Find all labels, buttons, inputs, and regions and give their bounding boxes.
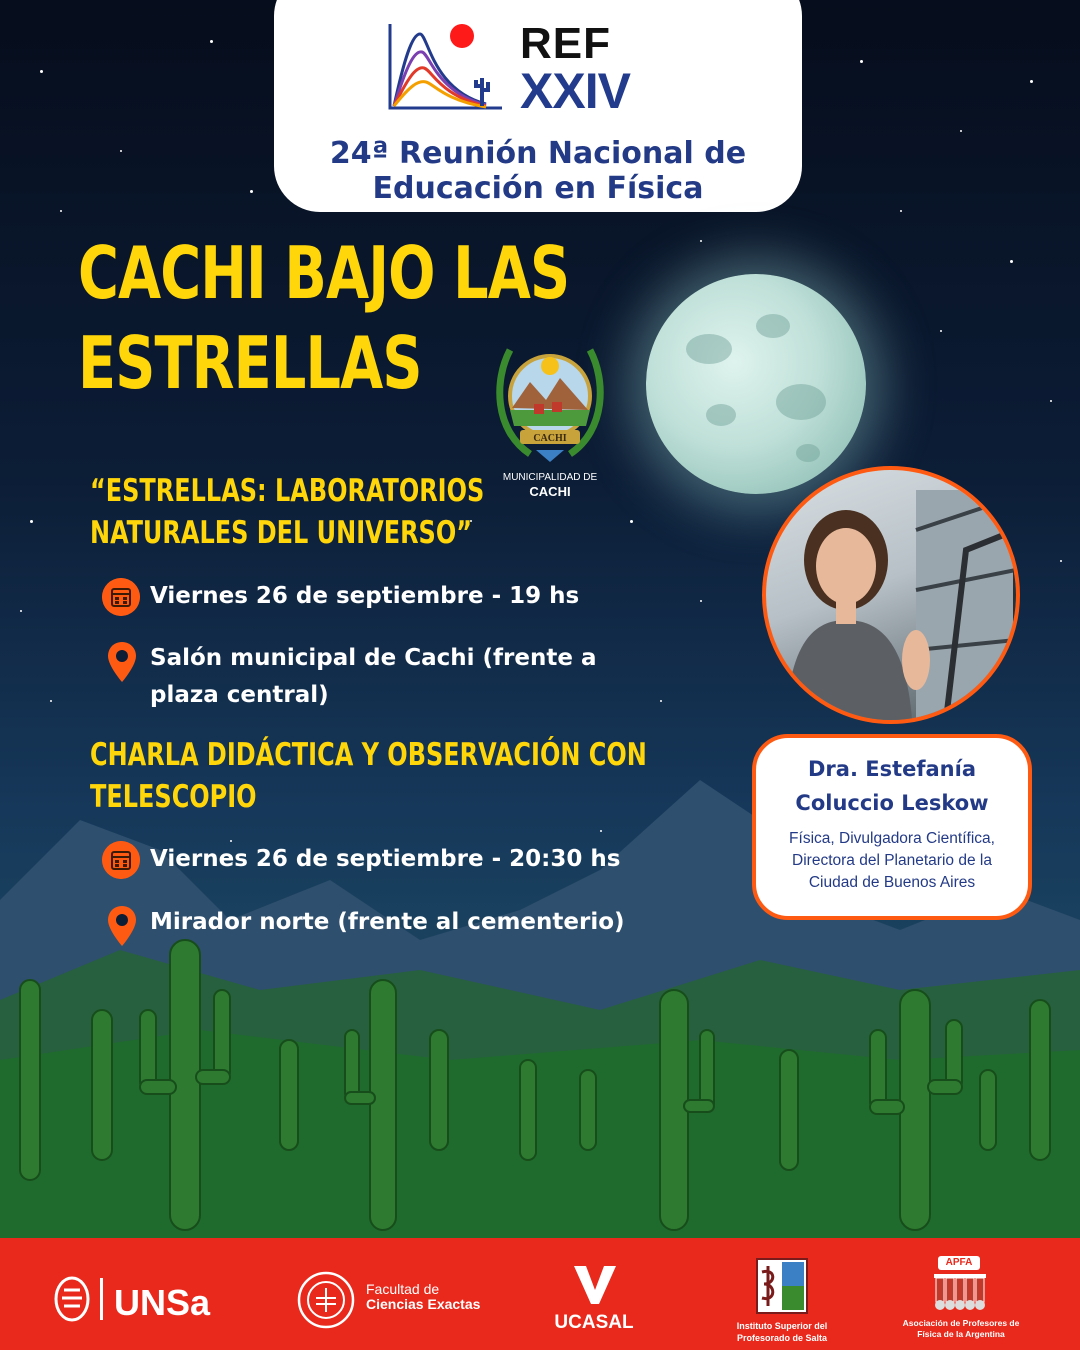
speaker-role-line2: Directora del Planetario de la [792,852,992,869]
crest-label: CACHI [533,433,567,444]
location-pin-icon [106,904,138,948]
talk-title-line2: NATURALES DEL UNIVERSO” [90,515,472,551]
event-title-line1: CACHI BAJO LAS [78,231,570,315]
ucasal-logo-text: UCASAL [554,1312,634,1333]
cachi-crest-icon [490,330,610,470]
speaker-name-line2: Coluccio Leskow [795,791,989,815]
ucasal-v-icon [572,1262,618,1306]
talk-place-line1: Salón municipal de Cachi (frente a [150,645,597,671]
observation-title-line1: CHARLA DIDÁCTICA Y OBSERVACIÓN CON [90,737,647,773]
observation-place: Mirador norte (frente al cementerio) [150,909,625,935]
talk-place-line2: plaza central) [150,682,329,708]
event-title-line2: ESTRELLAS [78,321,422,405]
calendar-icon [102,578,140,616]
talk-title [90,470,484,554]
facultad-logo-text [366,1282,480,1312]
calendar-icon [102,841,140,879]
ref-title: REF [520,19,611,68]
newton-cradle-icon [930,1272,990,1312]
observation-date: Viernes 26 de septiembre - 20:30 hs [150,846,621,872]
talk-date: Viernes 26 de septiembre - 19 hs [150,583,580,609]
speaker-role-line1: Física, Divulgadora Científica, [789,830,995,847]
instituto-line1: Instituto Superior del [736,1321,828,1331]
instituto-logo-text [722,1320,842,1344]
talk-place [150,640,596,714]
speaker-card [752,734,1032,920]
ref-curve-logo-icon [386,20,506,112]
speaker-name-line1: Dra. Estefanía [808,757,976,781]
apfa-badge-text: APFA [945,1257,973,1268]
municipality-name: CACHI [529,484,571,499]
apfa-logo-text [890,1318,1032,1340]
ref-edition-numeral: XXIV [520,63,630,119]
facultad-seal-icon [296,1270,356,1330]
facultad-line2: Ciencias Exactas [366,1296,481,1312]
header-card [274,0,802,212]
conference-title-line1: 24ª Reunión Nacional de [329,136,747,171]
speaker-portrait-icon [766,470,1016,720]
unsa-divider [100,1278,103,1320]
speaker-name [756,752,1028,820]
unsa-logo-text: UNSa [114,1282,211,1323]
speaker-role-line3: Ciudad de Buenos Aires [808,874,976,891]
municipality-label: MUNICIPALIDAD DE [502,472,598,483]
speaker-role [756,828,1028,894]
instituto-line2: Profesorado de Salta [736,1333,828,1343]
observation-title [90,734,647,818]
speaker-photo [762,466,1020,724]
instituto-crest-icon [756,1258,808,1314]
location-pin-icon [106,640,138,684]
conference-title-line2: Educación en Física [372,171,704,206]
facultad-line1: Facultad de [366,1281,440,1297]
sponsor-footer [0,1238,1080,1350]
apfa-line1: Asociación de Profesores de [902,1318,1020,1328]
full-moon [646,274,866,494]
unsa-seal-icon [54,1276,90,1322]
talk-title-line1: “ESTRELLAS: LABORATORIOS [90,473,485,509]
conference-title [274,136,802,206]
observation-title-line2: TELESCOPIO [90,779,257,815]
apfa-line2: Física de la Argentina [917,1329,1005,1339]
